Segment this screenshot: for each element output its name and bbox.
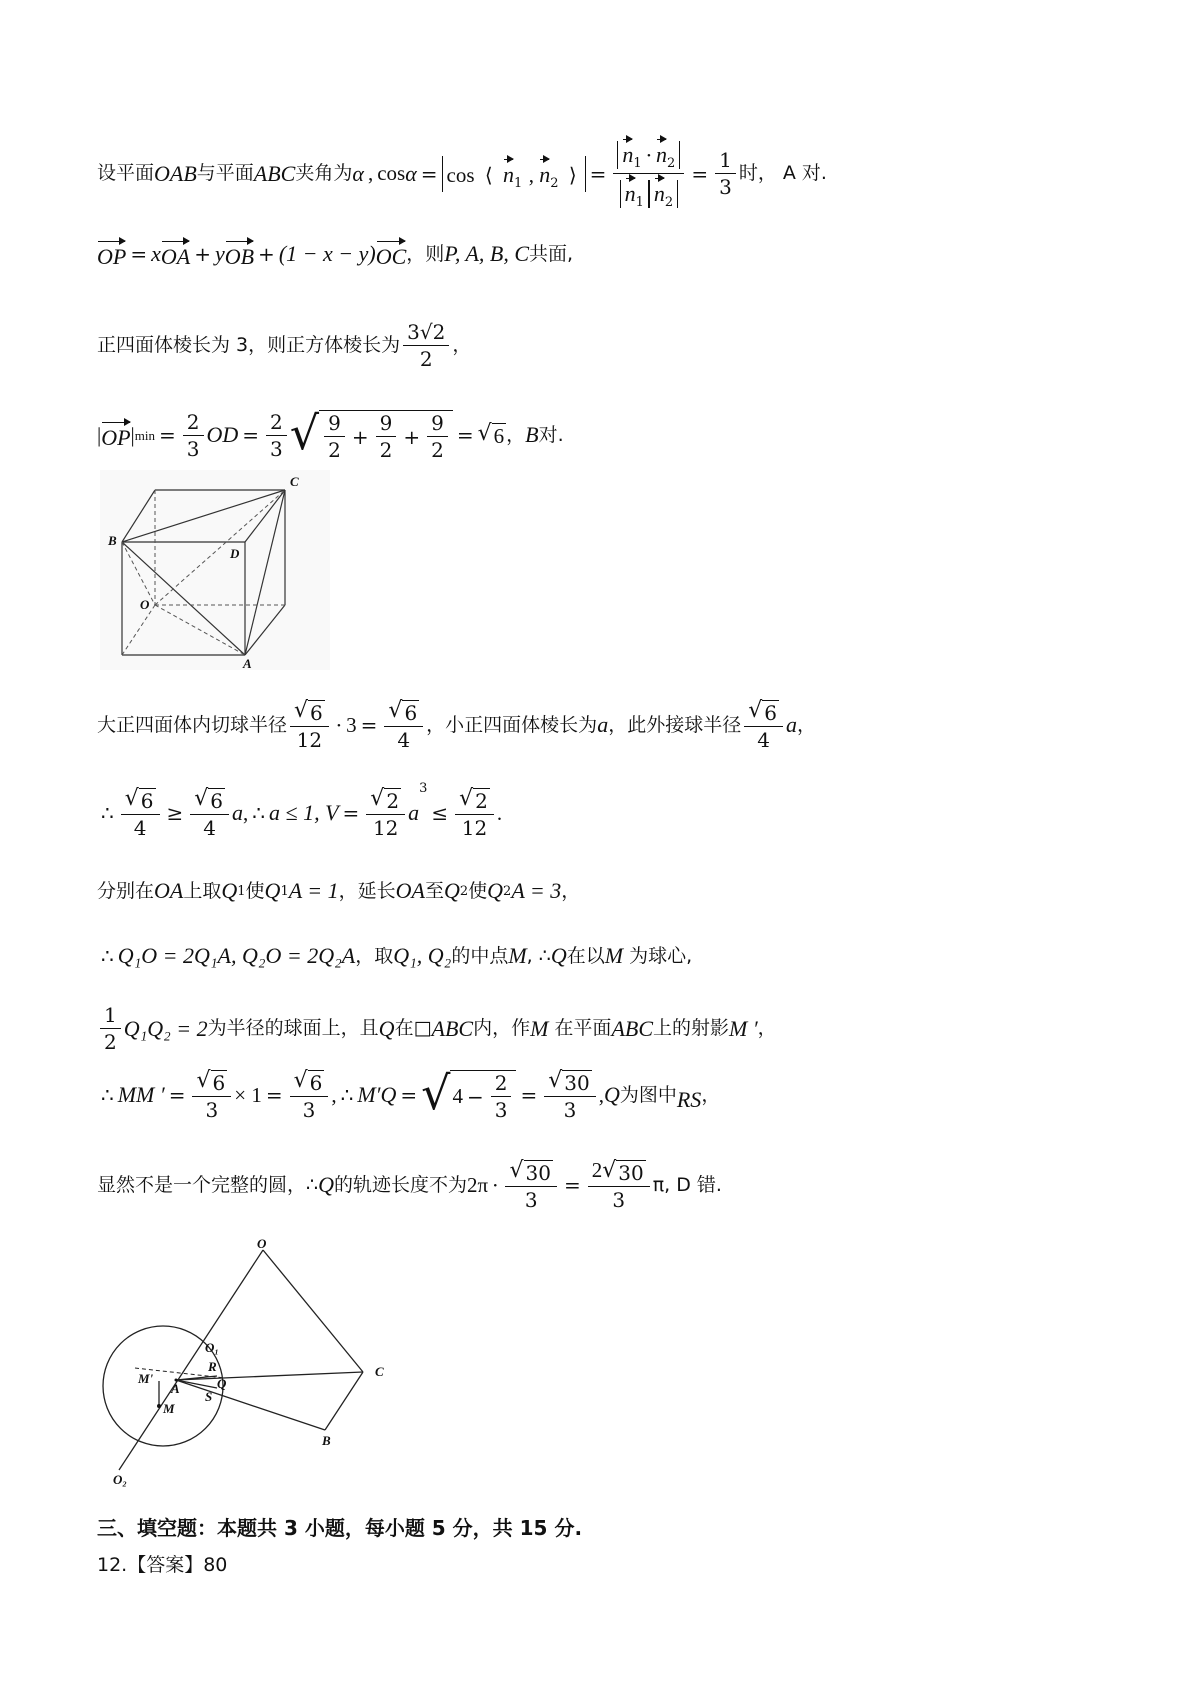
one-third: $\frac{1}{3}$	[715, 150, 736, 197]
dot-product-fraction: $\frac{n_1 \cdot n_2}{n_1 n_2}$	[613, 138, 684, 209]
label-C: C	[375, 1364, 384, 1379]
label-O2: O₂	[113, 1472, 127, 1487]
label-B: B	[108, 533, 117, 548]
formula-line-10: ∴ MM ′ = √ 6 3 × 1 = √ 6 3 , ∴ M′Q = √ 4 − $\frac{2}{3}$ = √ 30 3 , Q 为图中 RS ，	[101, 1066, 721, 1122]
label-B: B	[322, 1433, 331, 1448]
answer-line: 12.【答案】80	[97, 1554, 228, 1576]
label-O1: O₁	[205, 1340, 219, 1355]
formula-line-1: 设平面 OAB 与平面 ABC 夹角为 α , cos α = cos ⟨ $n_1$ , $n_2$ ⟩ = $\frac{n_1 \cdot n_2}{n_1 n_2}$ = $\frac{1}{3}$ 时， A 对.	[97, 138, 827, 209]
label-O: O	[257, 1238, 267, 1251]
formula-line-9: $\frac{1}{2}$ Q₁Q₂ = 2 为半径的球面上，且 Q 在□ ABC 内，作 M 在平面 ABC 上的射影 M ′ ，	[97, 1005, 777, 1052]
label-R: R	[208, 1359, 217, 1374]
label-A: A	[171, 1381, 180, 1396]
cos-abs: cos ⟨ $n_1$ , $n_2$ ⟩	[442, 156, 586, 192]
formula-line-2: OP = x OA + y OB + (1 − x − y) OC ，则 P, A, B, C 共面,	[97, 241, 574, 269]
formula-line-8: ∴ Q₁O = 2Q₁A, Q₂O = 2Q₂A ，取 Q₁, Q₂ 的中点 M , ∴ Q 在以 M 为球心,	[101, 943, 693, 968]
formula-line-11: 显然不是一个完整的圆，∴ Q 的轨迹长度不为 2π · √ 30 3 = 2 √ 30 3 π, D 错.	[97, 1158, 722, 1212]
label-Mp: M'	[138, 1371, 154, 1386]
formula-line-3: 正四面体棱长为 3，则正方体棱长为 $\frac{3√2}{2}$ ，	[97, 320, 472, 371]
edge-fraction: $\frac{3√2}{2}$	[403, 322, 449, 369]
formula-line-7: 分别在 OA 上取 Q 1 使 Q 1 A = 1 ，延长 OA 至 Q 2 使 Q 2 A = 3 ，	[97, 878, 581, 903]
formula-line-5: 大正四面体内切球半径 √ 6 12 · 3 = √ 6 4 ，小正四面体棱长为 a ，此外接球半径 √ 6 4 a ，	[97, 698, 816, 752]
label-S: S	[205, 1389, 213, 1404]
formula-line-4: | OP | min = $\frac{2}{3}$ OD = $\frac{2}{3}$ √ $\frac{9}{2}$ + $\frac{9}{2}$ + $\frac{9}{2}$ = √ 6 ， B 对.	[97, 406, 564, 462]
section-heading: 三、填空题：本题共 3 小题，每小题 5 分，共 15 分.	[97, 1516, 583, 1540]
label-Q: Q	[217, 1376, 227, 1391]
label-C: C	[290, 474, 299, 489]
label-M: M	[163, 1401, 175, 1416]
label-A: A	[243, 656, 252, 670]
label-D: D	[230, 546, 240, 561]
label-O: O	[140, 597, 150, 612]
formula-line-6: ∴ √ 6 4 ≥ √ 6 4 a , ∴ a ≤ 1, V = √ 2 12 a 3 ≤ √ 2 12 .	[101, 781, 503, 840]
sphere-figure	[95, 1238, 395, 1488]
cube-figure	[100, 470, 330, 670]
radical: √ $\frac{9}{2}$ + $\frac{9}{2}$ + $\frac{9}{2}$	[290, 410, 453, 460]
